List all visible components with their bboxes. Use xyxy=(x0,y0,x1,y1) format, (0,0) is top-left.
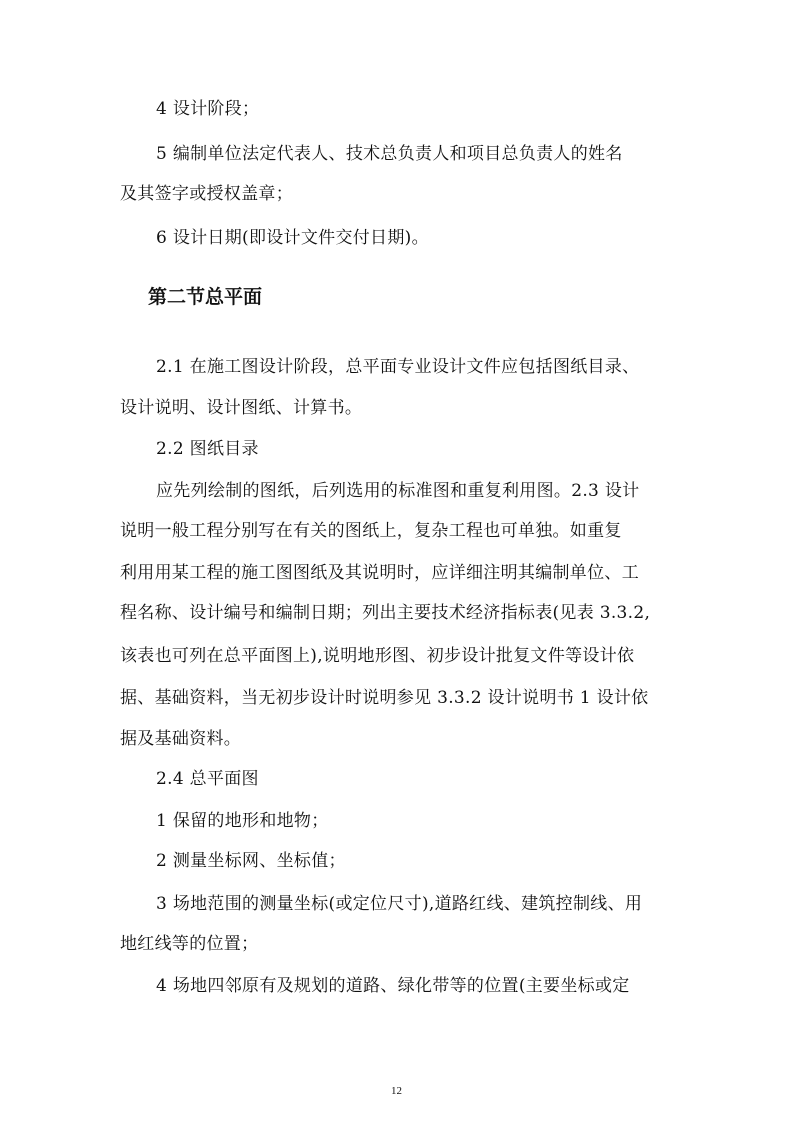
text-line-6: 设计说明、设计图纸、计算书。 xyxy=(120,398,363,418)
text-line-18: 3 场地范围的测量坐标(或定位尺寸),道路红线、建筑控制线、用 xyxy=(156,894,643,914)
text-line-19: 地红线等的位置； xyxy=(120,934,259,954)
page-number: 12 xyxy=(391,1085,402,1097)
text-line-7: 2.2 图纸目录 xyxy=(156,439,259,459)
text-line-13: 据、基础资料，当无初步设计时说明参见 3.3.2 设计说明书 1 设计依 xyxy=(120,688,649,708)
text-line-10: 利用用某工程的施工图图纸及其说明时，应详细注明其编制单位、工 xyxy=(120,563,639,583)
text-line-15: 2.4 总平面图 xyxy=(156,769,259,789)
text-line-12: 该表也可列在总平面图上),说明地形图、初步设计批复文件等设计依 xyxy=(120,646,635,666)
text-line-5: 2.1 在施工图设计阶段，总平面专业设计文件应包括图纸目录、 xyxy=(156,357,640,377)
text-line-11: 程名称、设计编号和编制日期；列出主要技术经济指标表(见表 3.3.2, xyxy=(120,603,651,623)
text-line-3: 及其签字或授权盖章； xyxy=(120,184,293,204)
section-heading: 第二节总平面 xyxy=(148,286,263,308)
text-line-8: 应先列绘制的图纸，后列选用的标准图和重复利用图。2.3 设计 xyxy=(156,481,640,501)
text-line-20: 4 场地四邻原有及规划的道路、绿化带等的位置(主要坐标或定 xyxy=(156,976,630,996)
text-line-16: 1 保留的地形和地物； xyxy=(156,811,329,831)
text-line-1: 4 设计阶段； xyxy=(156,99,260,119)
text-line-9: 说明一般工程分别写在有关的图纸上，复杂工程也可单独。如重复 xyxy=(120,521,622,541)
text-line-4: 6 设计日期(即设计文件交付日期)。 xyxy=(156,228,429,248)
text-line-2: 5 编制单位法定代表人、技术总负责人和项目总负责人的姓名 xyxy=(156,144,623,164)
text-line-14: 据及基础资料。 xyxy=(120,729,242,749)
text-line-17: 2 测量坐标网、坐标值； xyxy=(156,851,346,871)
